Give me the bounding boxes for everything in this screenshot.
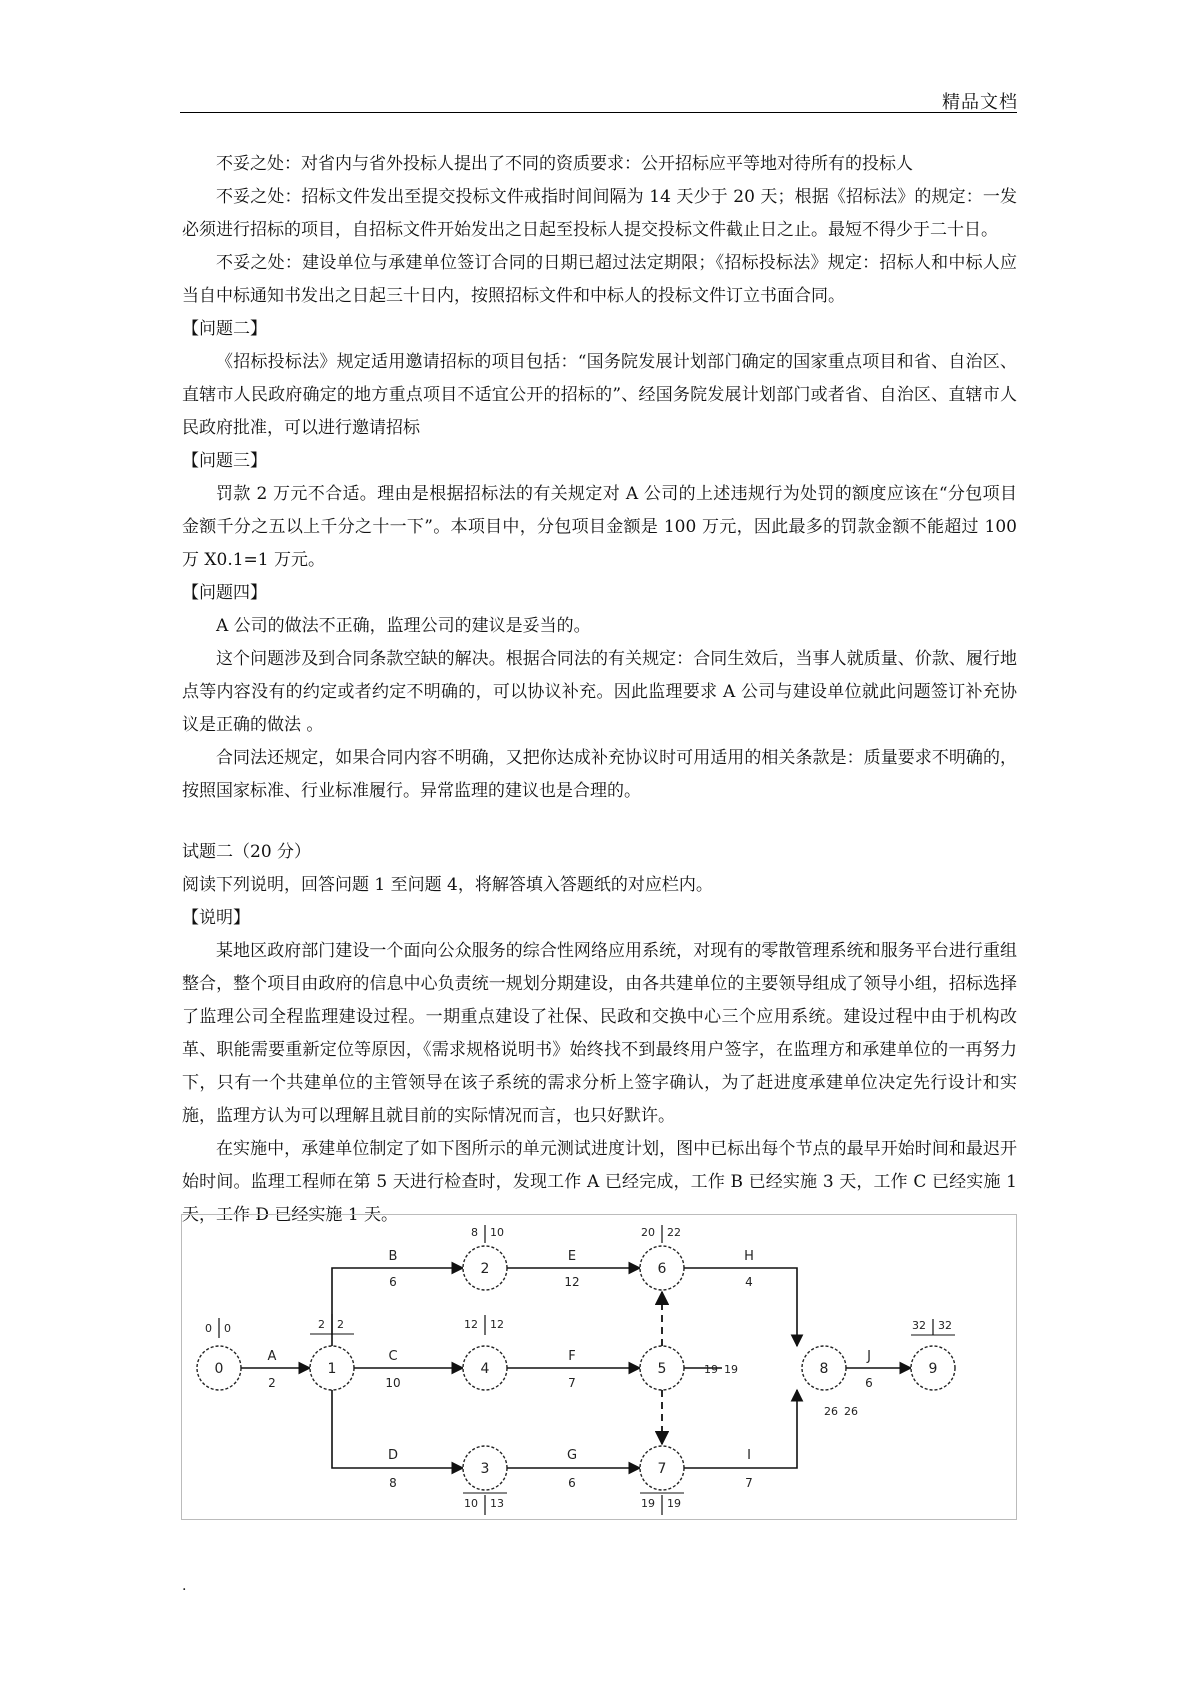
- paragraph: 合同法还规定，如果合同内容不明确，又把你达成补充协议时可用适用的相关条款是：质量要求不明确的，按照国家标准、行业标准履行。异常监理的建议也是合理的。: [182, 748, 1017, 801]
- node-6-latest-start: 22: [667, 1226, 681, 1239]
- activity-label-j: J: [867, 1349, 871, 1364]
- activity-duration-b: 6: [389, 1275, 397, 1289]
- node-9-earliest-start: 32: [912, 1319, 926, 1332]
- node-0-latest-start: 0: [224, 1322, 231, 1335]
- activity-label-b: B: [388, 1249, 398, 1264]
- activity-duration-j: 6: [865, 1376, 873, 1390]
- activity-duration-d: 8: [389, 1476, 397, 1490]
- node-8-number: 8: [819, 1361, 829, 1377]
- activity-duration-a: 2: [268, 1376, 276, 1390]
- paragraph: 这个问题涉及到合同条款空缺的解决。根据合同法的有关规定：合同生效后，当事人就质量、价款、履行地点等内容没有的约定或者约定不明确的，可以协议补充。因此监理要求 A 公司与建设单位就此问题签订补充协议是正确的做法 。: [182, 649, 1017, 735]
- header-label: 精品文档: [942, 92, 1018, 113]
- node-7-latest-start: 19: [667, 1497, 681, 1510]
- section-heading: 【问题三】: [182, 451, 267, 471]
- node-1-latest-start: 2: [337, 1318, 344, 1331]
- node-7-number: 7: [657, 1461, 667, 1477]
- node-1-number: 1: [327, 1361, 337, 1377]
- activity-label-h: H: [744, 1249, 754, 1264]
- activity-label-a: A: [267, 1349, 277, 1364]
- activity-label-i: I: [747, 1448, 751, 1463]
- paragraph: 不妥之处：建设单位与承建单位签订合同的日期已超过法定期限；《招标投标法》规定：招标人和中标人应当自中标通知书发出之日起三十日内，按照招标文件和中标人的投标文件订立书面合同。: [182, 253, 1017, 306]
- node-5-number: 5: [657, 1361, 667, 1377]
- node-4-latest-start: 12: [490, 1318, 504, 1331]
- section-heading: 【问题二】: [182, 319, 267, 339]
- activity-label-f: F: [568, 1349, 576, 1364]
- node-0-earliest-start: 0: [205, 1322, 212, 1335]
- activity-duration-h: 4: [745, 1275, 753, 1289]
- section-heading: 【问题四】: [182, 583, 267, 603]
- paragraph: 《招标投标法》规定适用邀请招标的项目包括：“国务院发展计划部门确定的国家重点项目和省、自治区、直辖市人民政府确定的地方重点项目不适宜公开的招标的”、经国务院发展计划部门或者省、自治区、直辖市人民政府批准，可以进行邀请招标: [182, 352, 1017, 438]
- node-6-number: 6: [657, 1261, 667, 1277]
- node-4-number: 4: [480, 1361, 490, 1377]
- node-2-latest-start: 10: [490, 1226, 504, 1239]
- activity-label-g: G: [566, 1448, 578, 1463]
- node-2-number: 2: [480, 1261, 490, 1277]
- node-5-earliest-start: 19: [704, 1363, 718, 1376]
- footer-mark: .: [182, 1578, 187, 1594]
- node-1-earliest-start: 2: [318, 1318, 325, 1331]
- activity-label-e: E: [567, 1249, 577, 1264]
- node-3-number: 3: [480, 1461, 490, 1477]
- activity-duration-e: 12: [564, 1275, 580, 1289]
- activity-duration-f: 7: [568, 1376, 576, 1390]
- node-5-latest-start: 19: [724, 1363, 738, 1376]
- paragraph: 在实施中，承建单位制定了如下图所示的单元测试进度计划，图中已标出每个节点的最早开始时间和最迟开始时间。监理工程师在第 5 天进行检查时，发现工作 A 已经完成，工作 B 已经实施 3 天，工作 C 已经实施 1 天，工作 D 已经实施 1 天。: [182, 1139, 1017, 1225]
- paragraph: 不妥之处：对省内与省外投标人提出了不同的资质要求：公开招标应平等地对待所有的投标人: [216, 154, 913, 174]
- paragraph: 罚款 2 万元不合适。理由是根据招标法的有关规定对 A 公司的上述违规行为处罚的额度应该在“分包项目金额千分之五以上千分之十一下”。本项目中，分包项目金额是 100 万元，因此最多的罚款金额不能超过 100 万 X0.1=1 万元。: [182, 484, 1017, 570]
- node-8-earliest-start: 26: [824, 1405, 838, 1418]
- paragraph: A 公司的做法不正确，监理公司的建议是妥当的。: [216, 616, 591, 636]
- paragraph: 不妥之处：招标文件发出至提交投标文件戒指时间间隔为 14 天少于 20 天；根据《招标法》的规定：一发必须进行招标的项目，自招标文件开始发出之日起至投标人提交投标文件截止日之止。最短不得少于二十日。: [182, 187, 1017, 240]
- node-3-latest-start: 13: [490, 1497, 504, 1510]
- activity-arrow-h: [684, 1268, 797, 1346]
- activity-label-c: C: [388, 1349, 398, 1364]
- node-6-earliest-start: 20: [641, 1226, 655, 1239]
- paragraph: 试题二（20 分）: [182, 842, 312, 862]
- node-9-number: 9: [928, 1361, 938, 1377]
- activity-label-d: D: [387, 1448, 399, 1463]
- activity-duration-c: 10: [385, 1376, 401, 1390]
- header-rule: [180, 112, 1017, 113]
- node-7-earliest-start: 19: [641, 1497, 655, 1510]
- activity-arrow-i: [684, 1390, 797, 1468]
- network-diagram: [181, 1214, 1017, 1520]
- node-9-latest-start: 32: [938, 1319, 952, 1332]
- paragraph-gap: [182, 808, 1017, 836]
- node-8-latest-start: 26: [844, 1405, 858, 1418]
- paragraph: 某地区政府部门建设一个面向公众服务的综合性网络应用系统，对现有的零散管理系统和服务平台进行重组整合，整个项目由政府的信息中心负责统一规划分期建设，由各共建单位的主要领导组成了领导小组，招标选择了监理公司全程监理建设过程。一期重点建设了社保、民政和交换中心三个应用系统。建设过程中由于机构改革、职能需要重新定位等原因，《需求规格说明书》始终找不到最终用户签字，在监理方和承建单位的一再努力下，只有一个共建单位的主管领导在该子系统的需求分析上签字确认，为了赶进度承建单位决定先行设计和实施，监理方认为可以理解且就目前的实际情况而言，也只好默许。: [182, 941, 1017, 1126]
- activity-duration-g: 6: [568, 1476, 576, 1490]
- node-3-earliest-start: 10: [464, 1497, 478, 1510]
- node-4-earliest-start: 12: [464, 1318, 478, 1331]
- document-body: [182, 148, 1017, 1232]
- node-2-earliest-start: 8: [471, 1226, 478, 1239]
- activity-duration-i: 7: [745, 1476, 753, 1490]
- paragraph: 阅读下列说明，回答问题 1 至问题 4，将解答填入答题纸的对应栏内。: [182, 875, 713, 895]
- network-svg: [182, 1215, 1016, 1519]
- node-0-number: 0: [214, 1361, 224, 1377]
- section-heading: 【说明】: [182, 908, 250, 928]
